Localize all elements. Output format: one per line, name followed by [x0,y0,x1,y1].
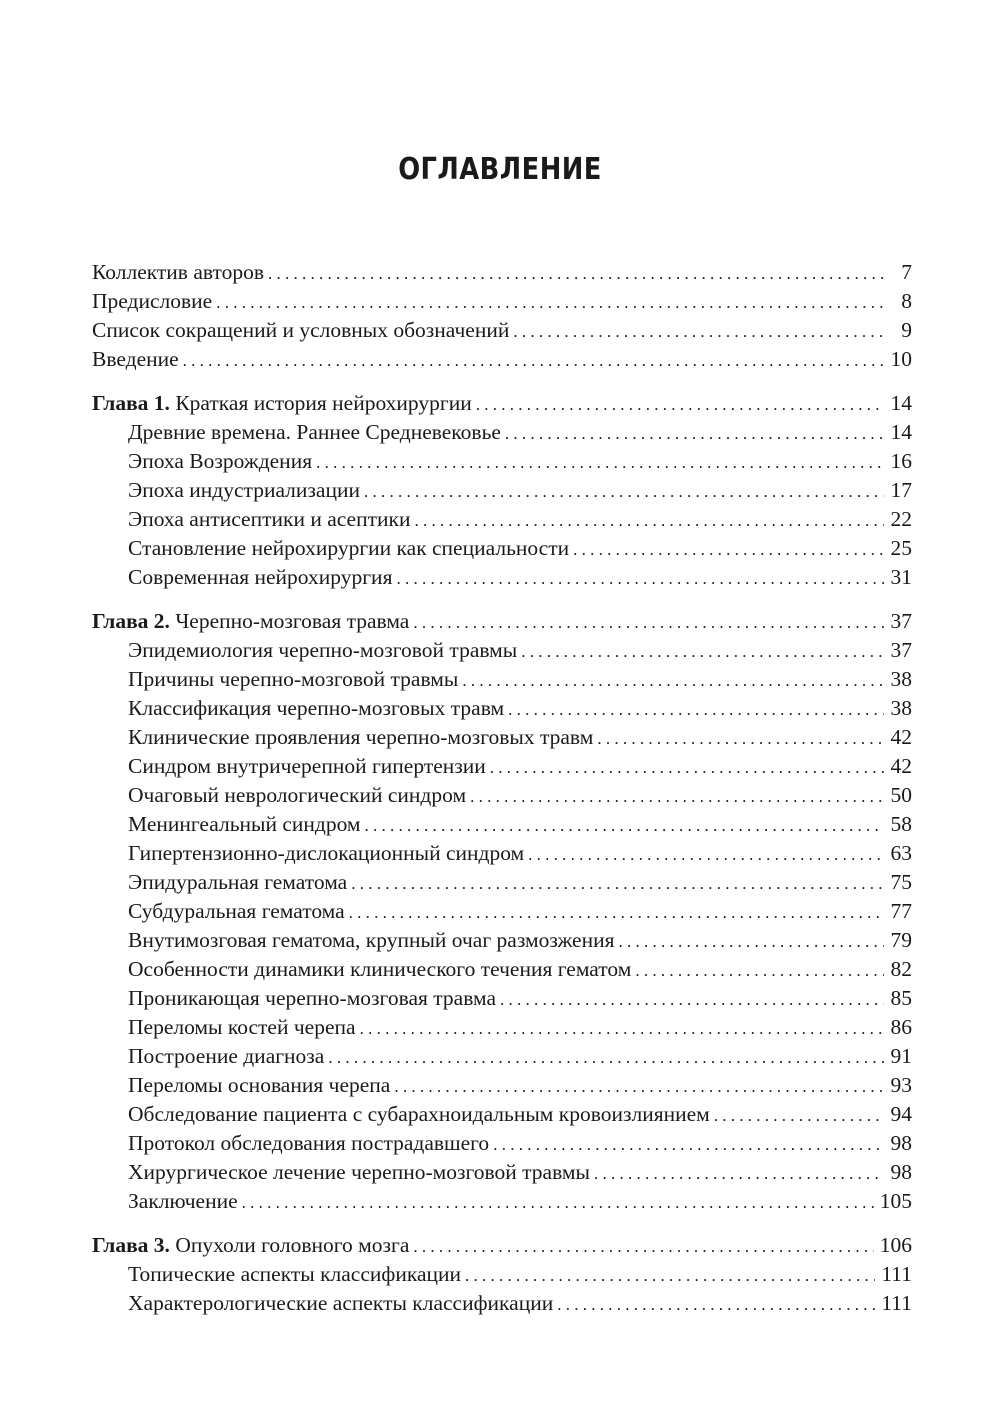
toc-entry-page: 9 [901,318,912,342]
toc-chapter-label [92,1231,409,1260]
toc-entry-page: 31 [890,565,912,589]
toc-entry[interactable] [92,897,912,926]
toc-entry[interactable] [92,476,912,505]
toc-entry-page: 91 [890,1044,912,1068]
toc-entry-page: 111 [881,1262,912,1286]
toc-entry[interactable] [92,447,912,476]
toc-entry-page: 58 [890,812,912,836]
toc-entry[interactable] [92,1158,912,1187]
toc-entry-label: Субдуральная гематома [128,899,345,923]
toc-chapter-1[interactable] [92,389,912,418]
toc-entry-page: 98 [890,1160,912,1184]
toc-entry-page: 77 [890,899,912,923]
chapter-title: Краткая история нейрохирургии [175,391,472,415]
toc-entry[interactable] [92,781,912,810]
toc-entry-label: Клинические проявления черепно-мозговых травм [128,725,594,749]
toc-chapter-label [92,389,472,418]
toc-entry-label: Внутимозговая гематома, крупный очаг размозжения [128,928,615,952]
toc-entry-label: Эпоха антисептики и асептики [128,507,411,531]
leader-dots [513,316,884,346]
toc-chapter-label [92,607,409,636]
leader-dots [557,1289,875,1319]
toc-group-front-matter [92,258,912,374]
leader-dots [573,534,884,564]
toc-chapter-3[interactable] [92,1231,912,1260]
leader-dots [365,810,884,840]
toc-entry-label: Хирургическое лечение черепно-мозговой травмы [128,1160,590,1184]
toc-entry-page: 93 [890,1073,912,1097]
leader-dots [476,389,884,419]
toc-entry-page: 111 [881,1291,912,1315]
chapter-prefix: Глава 3. [92,1233,170,1257]
toc-entry[interactable] [92,1187,912,1216]
toc-chapter-page: 37 [890,609,912,633]
toc-entry-label: Переломы костей черепа [128,1015,356,1039]
toc-entry[interactable] [92,1071,912,1100]
toc-entry-page: 86 [890,1015,912,1039]
leader-dots [414,505,884,535]
leader-dots [528,839,884,869]
toc-entry[interactable] [92,723,912,752]
toc-entry[interactable] [92,839,912,868]
toc-entry-label: Эпидуральная гематома [128,870,348,894]
leader-dots [505,418,884,448]
toc-entry-page: 25 [890,536,912,560]
toc-entry-page: 22 [890,507,912,531]
toc-entry-label: Особенности динамики клинического течения гематом [128,957,632,981]
leader-dots [216,287,884,317]
toc-entry-page: 63 [890,841,912,865]
leader-dots [413,1231,873,1261]
chapter-prefix: Глава 2. [92,609,170,633]
toc-entry[interactable] [92,636,912,665]
toc-entry-page: 7 [901,260,912,284]
toc-entry-label: Протокол обследования пострадавшего [128,1131,490,1155]
toc-entry-label: Гипертензионно-дислокационный синдром [128,841,525,865]
leader-dots [490,752,884,782]
toc-entry-label: Заключение [128,1189,238,1213]
toc-entry[interactable] [92,1042,912,1071]
toc-entry-label: Синдром внутричерепной гипертензии [128,754,486,778]
toc-entry-page: 16 [890,449,912,473]
table-of-contents [92,258,912,1333]
toc-entry-label: Построение диагноза [128,1044,325,1068]
toc-entry-label: Менингеальный синдром [128,812,361,836]
toc-entry-page: 38 [890,667,912,691]
leader-dots [462,665,884,695]
toc-entry-page: 17 [890,478,912,502]
leader-dots [508,694,884,724]
toc-entry[interactable] [92,287,912,316]
toc-group-chapter-2 [92,607,912,1216]
toc-entry-label: Обследование пациента с субарахноидальным кровоизлиянием [128,1102,710,1126]
toc-entry-page: 98 [890,1131,912,1155]
toc-entry-page: 37 [890,638,912,662]
leader-dots [328,1042,884,1072]
leader-dots [364,476,884,506]
leader-dots [349,897,884,927]
leader-dots [470,781,884,811]
toc-entry-page: 38 [890,696,912,720]
toc-entry-page: 50 [890,783,912,807]
toc-chapter-page: 106 [879,1233,912,1257]
toc-entry[interactable] [92,1260,912,1289]
toc-entry-page: 14 [890,420,912,444]
toc-entry-page: 82 [890,957,912,981]
chapter-title: Черепно-мозговая травма [175,609,410,633]
toc-entry-page: 105 [879,1189,912,1213]
toc-entry[interactable] [92,665,912,694]
toc-entry-label: Эпоха индустриализации [128,478,360,502]
toc-entry-label: Классификация черепно-мозговых травм [128,696,505,720]
chapter-prefix: Глава 1. [92,391,170,415]
leader-dots [396,563,884,593]
leader-dots [242,1187,874,1217]
toc-entry-label: Эпоха Возрождения [128,449,313,473]
leader-dots [635,955,884,985]
toc-entry-label: Причины черепно-мозговой травмы [128,667,459,691]
toc-entry-page: 8 [901,289,912,313]
toc-entry-page: 79 [890,928,912,952]
toc-entry[interactable] [92,418,912,447]
leader-dots [714,1100,884,1130]
chapter-title: Опухоли головного мозга [175,1233,410,1257]
toc-entry[interactable] [92,505,912,534]
toc-entry[interactable] [92,1100,912,1129]
toc-entry-label: Современная нейрохирургия [128,565,393,589]
toc-entry-label: Эпидемиология черепно-мозговой травмы [128,638,518,662]
toc-entry-label: Становление нейрохирургии как специальности [128,536,570,560]
toc-entry-label: Характерологические аспекты классификации [128,1291,554,1315]
leader-dots [594,1158,884,1188]
toc-entry-label: Топические аспекты классификации [128,1262,462,1286]
toc-entry-page: 42 [890,725,912,749]
toc-entry[interactable] [92,1289,912,1318]
leader-dots [360,1013,884,1043]
toc-group-chapter-1 [92,389,912,592]
toc-entry-page: 85 [890,986,912,1010]
leader-dots [413,607,884,637]
leader-dots [618,926,884,956]
toc-chapter-2[interactable] [92,607,912,636]
toc-entry[interactable] [92,810,912,839]
leader-dots [597,723,884,753]
toc-entry-page: 94 [890,1102,912,1126]
toc-entry[interactable] [92,694,912,723]
toc-entry[interactable] [92,345,912,374]
toc-entry[interactable] [92,258,912,287]
toc-entry-label: Переломы основания черепа [128,1073,391,1097]
toc-entry-page: 10 [890,347,912,371]
leader-dots [493,1129,884,1159]
page-title: ОГЛАВЛЕНИЕ [398,152,602,187]
toc-entry-label: Проникающая черепно-мозговая травма [128,986,496,1010]
toc-entry[interactable] [92,316,912,345]
toc-entry-label: Список сокращений и условных обозначений [92,318,510,342]
leader-dots [268,258,884,288]
toc-entry[interactable] [92,534,912,563]
toc-entry[interactable] [92,1129,912,1158]
leader-dots [394,1071,884,1101]
toc-entry[interactable] [92,563,912,592]
toc-entry-page: 75 [890,870,912,894]
toc-entry-label: Коллектив авторов [92,260,264,284]
toc-chapter-page: 14 [890,391,912,415]
leader-dots [183,345,884,375]
toc-entry[interactable] [92,984,912,1013]
toc-group-chapter-3 [92,1231,912,1318]
leader-dots [465,1260,875,1290]
leader-dots [316,447,884,477]
toc-entry[interactable] [92,868,912,897]
toc-entry[interactable] [92,926,912,955]
leader-dots [521,636,884,666]
toc-entry-label: Предисловие [92,289,213,313]
toc-entry-label: Древние времена. Раннее Средневековье [128,420,501,444]
leader-dots [500,984,884,1014]
leader-dots [351,868,884,898]
toc-entry[interactable] [92,752,912,781]
toc-entry-page: 42 [890,754,912,778]
toc-entry-label: Очаговый неврологический синдром [128,783,467,807]
toc-entry-label: Введение [92,347,179,371]
toc-entry[interactable] [92,1013,912,1042]
toc-entry[interactable] [92,955,912,984]
